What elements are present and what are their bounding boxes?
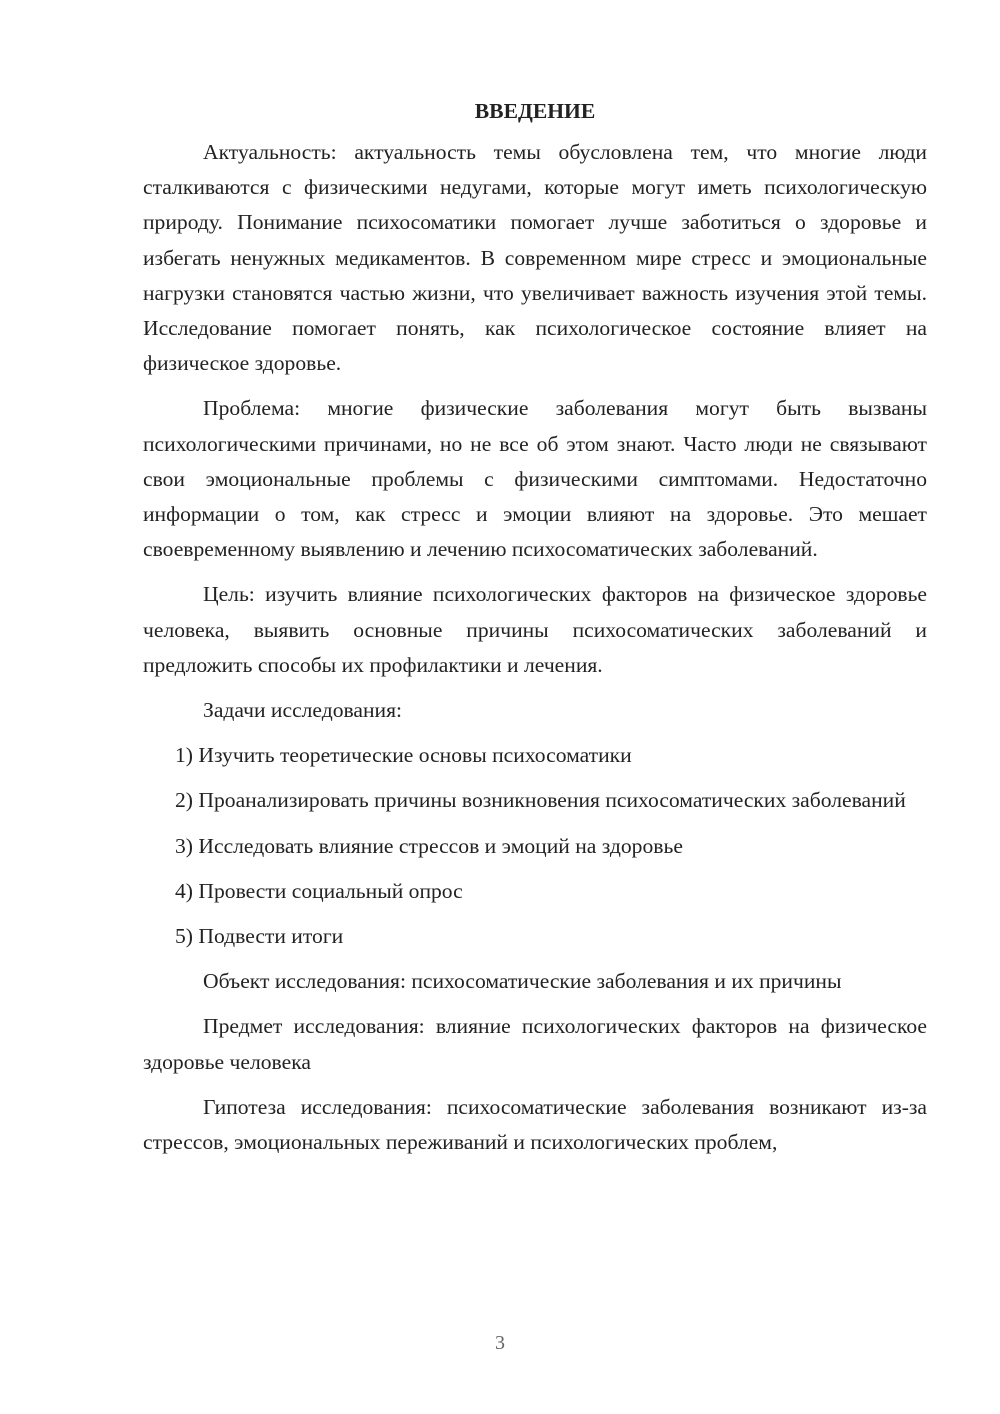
task-item-5: 5) Подвести итоги bbox=[175, 924, 344, 949]
subject-paragraph: Предмет исследования: влияние психологических факторов на физическое здоровье человека bbox=[143, 1014, 927, 1074]
task-item-1: 1) Изучить теоретические основы психосоматики bbox=[175, 743, 632, 768]
document-page bbox=[143, 95, 927, 1170]
tasks-heading: Задачи исследования: bbox=[203, 698, 403, 723]
page-number: 3 bbox=[495, 1332, 505, 1354]
task-item-3: 3) Исследовать влияние стрессов и эмоций на здоровье bbox=[175, 833, 683, 858]
task-item-4: 4) Провести социальный опрос bbox=[175, 878, 463, 903]
hypothesis-paragraph: Гипотеза исследования: психосоматические заболевания возникают из-за стрессов, эмоциональных переживаний и психологических проблем, bbox=[143, 1094, 927, 1155]
page-title: ВВЕДЕНИЕ bbox=[474, 99, 596, 123]
object-paragraph: Объект исследования: психосоматические заболевания и их причины bbox=[203, 969, 842, 994]
task-item-2: 2) Проанализировать причины возникновения психосоматических заболеваний bbox=[175, 788, 906, 813]
relevance-paragraph: Актуальность: актуальность темы обусловлена тем, что многие люди сталкиваются с физическими недугами, которые могут иметь психологическую природу. Понимание психосоматики помогает лучше заботиться о здоровье и избегать ненужных медикаментов. В современном мире стресс и эмоциональные нагрузки становятся частью жизни, что увеличивает важность изучения этой темы. Исследование помогает понять, как психологическое состояние влияет на физическое здоровье. bbox=[143, 140, 927, 376]
goal-paragraph: Цель: изучить влияние психологических факторов на физическое здоровье человека, выявить основные причины психосоматических заболеваний и предложить способы их профилактики и лечения. bbox=[143, 582, 927, 677]
problem-paragraph: Проблема: многие физические заболевания могут быть вызваны психологическими причинами, но не все об этом знают. Часто люди не связывают свои эмоциональные проблемы с физическими симптомами. Недостаточно информации о том, как стресс и эмоции влияют на здоровье. Это мешает своевременному выявлению и лечению психосоматических заболеваний. bbox=[143, 396, 927, 562]
